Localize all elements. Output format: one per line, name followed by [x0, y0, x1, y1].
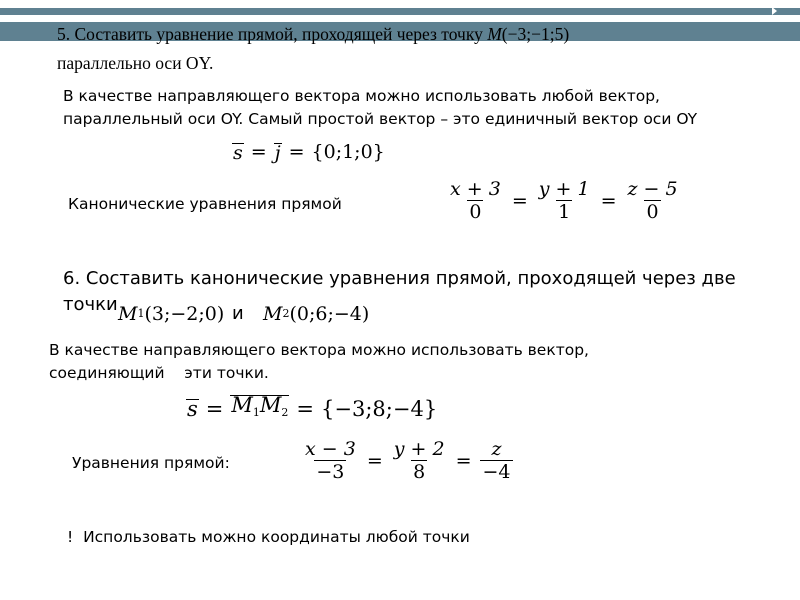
task5-point-name: M — [487, 24, 502, 44]
denominator: 8 — [413, 461, 426, 483]
task5-point-coords: (−3;−1;5) — [501, 24, 570, 44]
denominator: −3 — [316, 461, 345, 483]
numerator: x − 3 — [305, 438, 356, 460]
fraction — [392, 438, 447, 483]
task5-canonical-equation — [446, 178, 682, 223]
m1-subscript: 1 — [137, 307, 145, 320]
task5-direction-vector — [232, 140, 385, 164]
task6-explanation-line2: соединяющий эти точки. — [49, 364, 269, 382]
m1-coords: (3;−2;0) — [144, 303, 225, 325]
denominator: 1 — [558, 201, 571, 223]
equals-sign: = — [455, 449, 472, 472]
task6-conjunction: и — [232, 303, 244, 324]
equals-sign: = — [366, 449, 383, 472]
task6-line-equation — [301, 438, 515, 483]
slide-marker-icon — [772, 7, 777, 15]
fraction — [480, 438, 512, 483]
m2-name: M — [263, 303, 283, 325]
fraction — [448, 178, 503, 223]
task5-explanation-line2: параллельный оси OY. Самый простой вектор – это единичный вектор оси OY — [63, 110, 698, 128]
task6-point-m1 — [118, 302, 224, 326]
numerator: z − 5 — [627, 178, 678, 200]
numerator: y + 2 — [393, 438, 445, 460]
task6-point-m2 — [263, 302, 369, 326]
denominator: 0 — [646, 201, 659, 223]
task6-direction-vector — [186, 395, 437, 422]
m1-subscript: 1 — [252, 406, 260, 419]
numerator: x + 3 — [450, 178, 501, 200]
equals-sign: = — [600, 189, 617, 212]
equals-sign: = — [511, 189, 528, 212]
m2-subscript: 2 — [281, 406, 289, 419]
task5-title — [57, 21, 569, 48]
equals-sign: = — [250, 141, 267, 163]
fraction — [625, 178, 679, 223]
vector-s-symbol: s — [233, 141, 243, 164]
task5-explanation-line1: В качестве направляющего вектора можно использовать любой вектор, — [63, 87, 660, 105]
task6-title-line2-word: точки — [63, 294, 118, 315]
task6-title-line1: 6. Составить канонические уравнения прямой, проходящей через две — [63, 268, 736, 289]
numerator: y + 1 — [538, 178, 590, 200]
task6-explanation-line1: В качестве направляющего вектора можно использовать вектор, — [49, 341, 589, 359]
fraction — [537, 178, 592, 223]
numerator: z — [491, 438, 502, 460]
task5-canonical-label: Канонические уравнения прямой — [68, 195, 342, 213]
m2-name: M — [259, 393, 282, 417]
fraction — [303, 438, 358, 483]
equals-sign: = — [205, 396, 224, 421]
vector-value: {−3;8;−4} — [321, 396, 438, 421]
m1-name: M — [231, 393, 253, 417]
denominator: −4 — [482, 461, 511, 483]
task6-line-eq-label: Уравнения прямой: — [72, 454, 230, 472]
vector-j-symbol: j — [274, 141, 281, 164]
vector-value: {0;1;0} — [311, 141, 385, 163]
equals-sign: = — [296, 396, 315, 421]
task5-title-text: 5. Составить уравнение прямой, проходящей через точку — [57, 24, 483, 44]
vector-s-symbol: s — [187, 397, 198, 421]
equals-sign: = — [288, 141, 305, 163]
vector-m1m2-symbol — [230, 395, 289, 422]
task5-title-line2: параллельно оси OY. — [57, 53, 214, 73]
m2-coords: (0;6;−4) — [289, 303, 370, 325]
task6-note: ! Использовать можно координаты любой точки — [67, 528, 470, 546]
m2-subscript: 2 — [282, 307, 290, 320]
denominator: 0 — [469, 201, 482, 223]
m1-name: M — [118, 303, 138, 325]
